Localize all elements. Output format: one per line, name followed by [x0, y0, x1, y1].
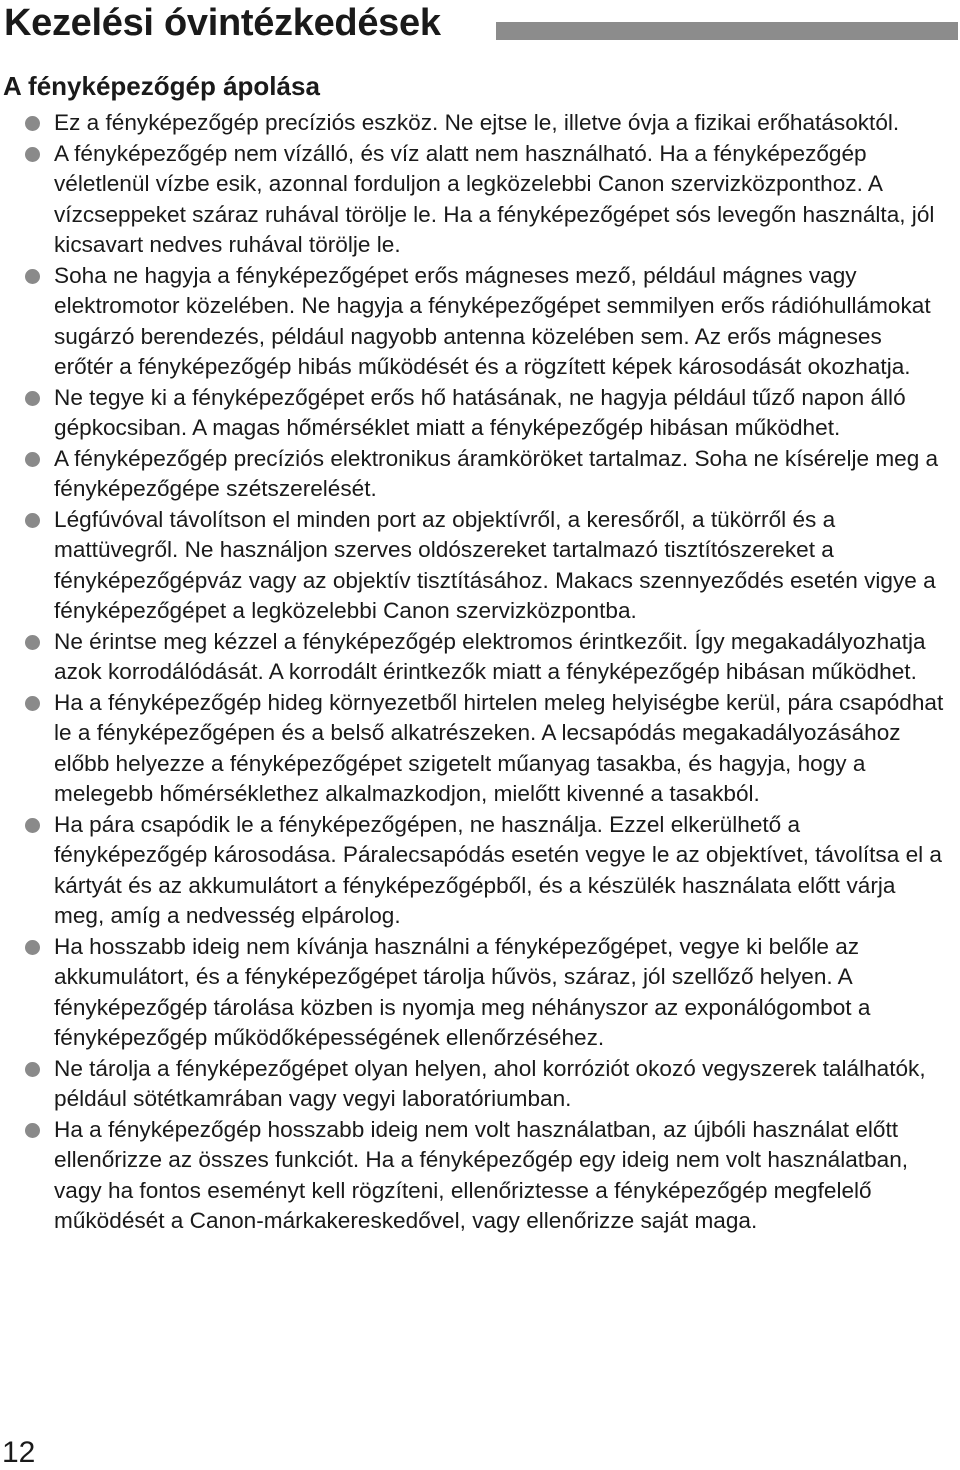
- bullet-text: Ha hosszabb ideig nem kívánja használni a fényképezőgépet, vegye ki belőle az akkumulátort, és a fényképezőgépet tárolja hűvös, száraz, jól szellőző helyen. A fényképezőgép tárolása közben is nyomja meg néhányszor az exponálógombot a fényképezőgép működőképességének ellenőrzéséhez.: [54, 933, 871, 1050]
- section-heading: A fényképezőgép ápolása: [3, 71, 320, 101]
- list-item: [0, 932, 960, 1054]
- page-title: Kezelési óvintézkedések: [4, 2, 441, 44]
- bullet-text: Ez a fényképezőgép precíziós eszköz. Ne ejtse le, illetve óvja a fizikai erőhatásoktól.: [54, 110, 900, 135]
- list-item: [0, 139, 960, 261]
- bullet-icon: [25, 147, 40, 162]
- bullet-text: Ha a fényképezőgép hideg környezetből hirtelen meleg helyiségbe kerül, pára csapódhat le a fényképezőgépen és a belső alkatrészeken. A lecsapódás megakadályozásához előbb helyezze a fényképezőgépet szigetelt műanyag tasakba, és hagyja, hogy a melegebb hőmérséklethez alkalmazkodjon, mielőtt kivenné a tasakból.: [54, 689, 944, 806]
- bullet-text: Ne érintse meg kézzel a fényképezőgép elektromos érintkezőit. Így megakadályozhatja azok korrodálódását. A korrodált érintkezők miatt a fényképezőgép hibásan működhet.: [54, 628, 926, 684]
- title-decoration-bar: [496, 22, 958, 40]
- bullet-icon: [25, 116, 40, 131]
- list-item: [0, 688, 960, 810]
- list-item: [0, 505, 960, 627]
- bullet-icon: [25, 513, 40, 528]
- bullet-icon: [25, 269, 40, 284]
- bullet-icon: [25, 696, 40, 711]
- bullet-icon: [25, 1123, 40, 1138]
- bullet-icon: [25, 391, 40, 406]
- bullet-icon: [25, 635, 40, 650]
- bullet-text: Ne tárolja a fényképezőgépet olyan helyen, ahol korróziót okozó vegyszerek találhatók, például sötétkamrában vagy vegyi laboratóriumban.: [54, 1055, 926, 1111]
- list-item: [0, 627, 960, 688]
- list-item: [0, 383, 960, 444]
- bullet-text: Légfúvóval távolítson el minden port az objektívről, a keresőről, a tükörről és a mattüvegről. Ne használjon szerves oldószereket tartalmazó tisztítószereket a fényképezőgépváz vagy az objektív tisztításához. Makacs szennyeződés esetén vigye a fényképezőgépet a legközelebbi Canon szervizközpontba.: [54, 506, 936, 623]
- page-number: 12: [2, 1436, 36, 1469]
- care-instructions-list: [0, 108, 960, 1237]
- list-item: [0, 108, 960, 139]
- bullet-text: Ha a fényképezőgép hosszabb ideig nem volt használatban, az újbóli használat előtt ellenőrizze az összes funkciót. Ha a fényképezőgép egy ideig nem volt használatban, vagy ha fontos eseményt kell rögzíteni, ellenőriztesse a fényképezőgép megfelelő működését a Canon-márkakereskedővel, vagy ellenőrizze saját maga.: [54, 1116, 909, 1233]
- bullet-text: Soha ne hagyja a fényképezőgépet erős mágneses mező, például mágnes vagy elektromotor közelében. Ne hagyja a fényképezőgépet semmilyen erős rádióhullámokat sugárzó berendezés, például nagyobb antenna közelében sem. Az erős mágneses erőtér a fényképezőgép hibás működését és a rögzített képek károsodását okozhatja.: [54, 262, 931, 379]
- bullet-icon: [25, 940, 40, 955]
- bullet-icon: [25, 1062, 40, 1077]
- list-item: [0, 1054, 960, 1115]
- bullet-text: Ha pára csapódik le a fényképezőgépen, ne használja. Ezzel elkerülhető a fényképezőgép károsodása. Páralecsapódás esetén vegye le az objektívet, távolítsa el a kártyát és az akkumulátort a fényképezőgépből, és a készülék használata előtt várja meg, amíg a nedvesség elpárolog.: [54, 811, 942, 928]
- bullet-icon: [25, 452, 40, 467]
- list-item: [0, 444, 960, 505]
- list-item: [0, 810, 960, 932]
- bullet-text: A fényképezőgép nem vízálló, és víz alatt nem használható. Ha a fényképezőgép véletlenül vízbe esik, azonnal forduljon a legközelebbi Canon szervizközponthoz. A vízcseppeket száraz ruhával törölje le. Ha a fényképezőgépet sós levegőn használta, jól kicsavart nedves ruhával törölje le.: [54, 140, 935, 257]
- list-item: [0, 261, 960, 383]
- bullet-text: A fényképezőgép precíziós elektronikus áramköröket tartalmaz. Soha ne kísérelje meg a fényképezőgépe szétszerelését.: [54, 445, 939, 501]
- bullet-icon: [25, 818, 40, 833]
- list-item: [0, 1115, 960, 1237]
- bullet-text: Ne tegye ki a fényképezőgépet erős hő hatásának, ne hagyja például tűző napon álló gépkocsiban. A magas hőmérséklet miatt a fényképezőgép hibásan működhet.: [54, 384, 906, 440]
